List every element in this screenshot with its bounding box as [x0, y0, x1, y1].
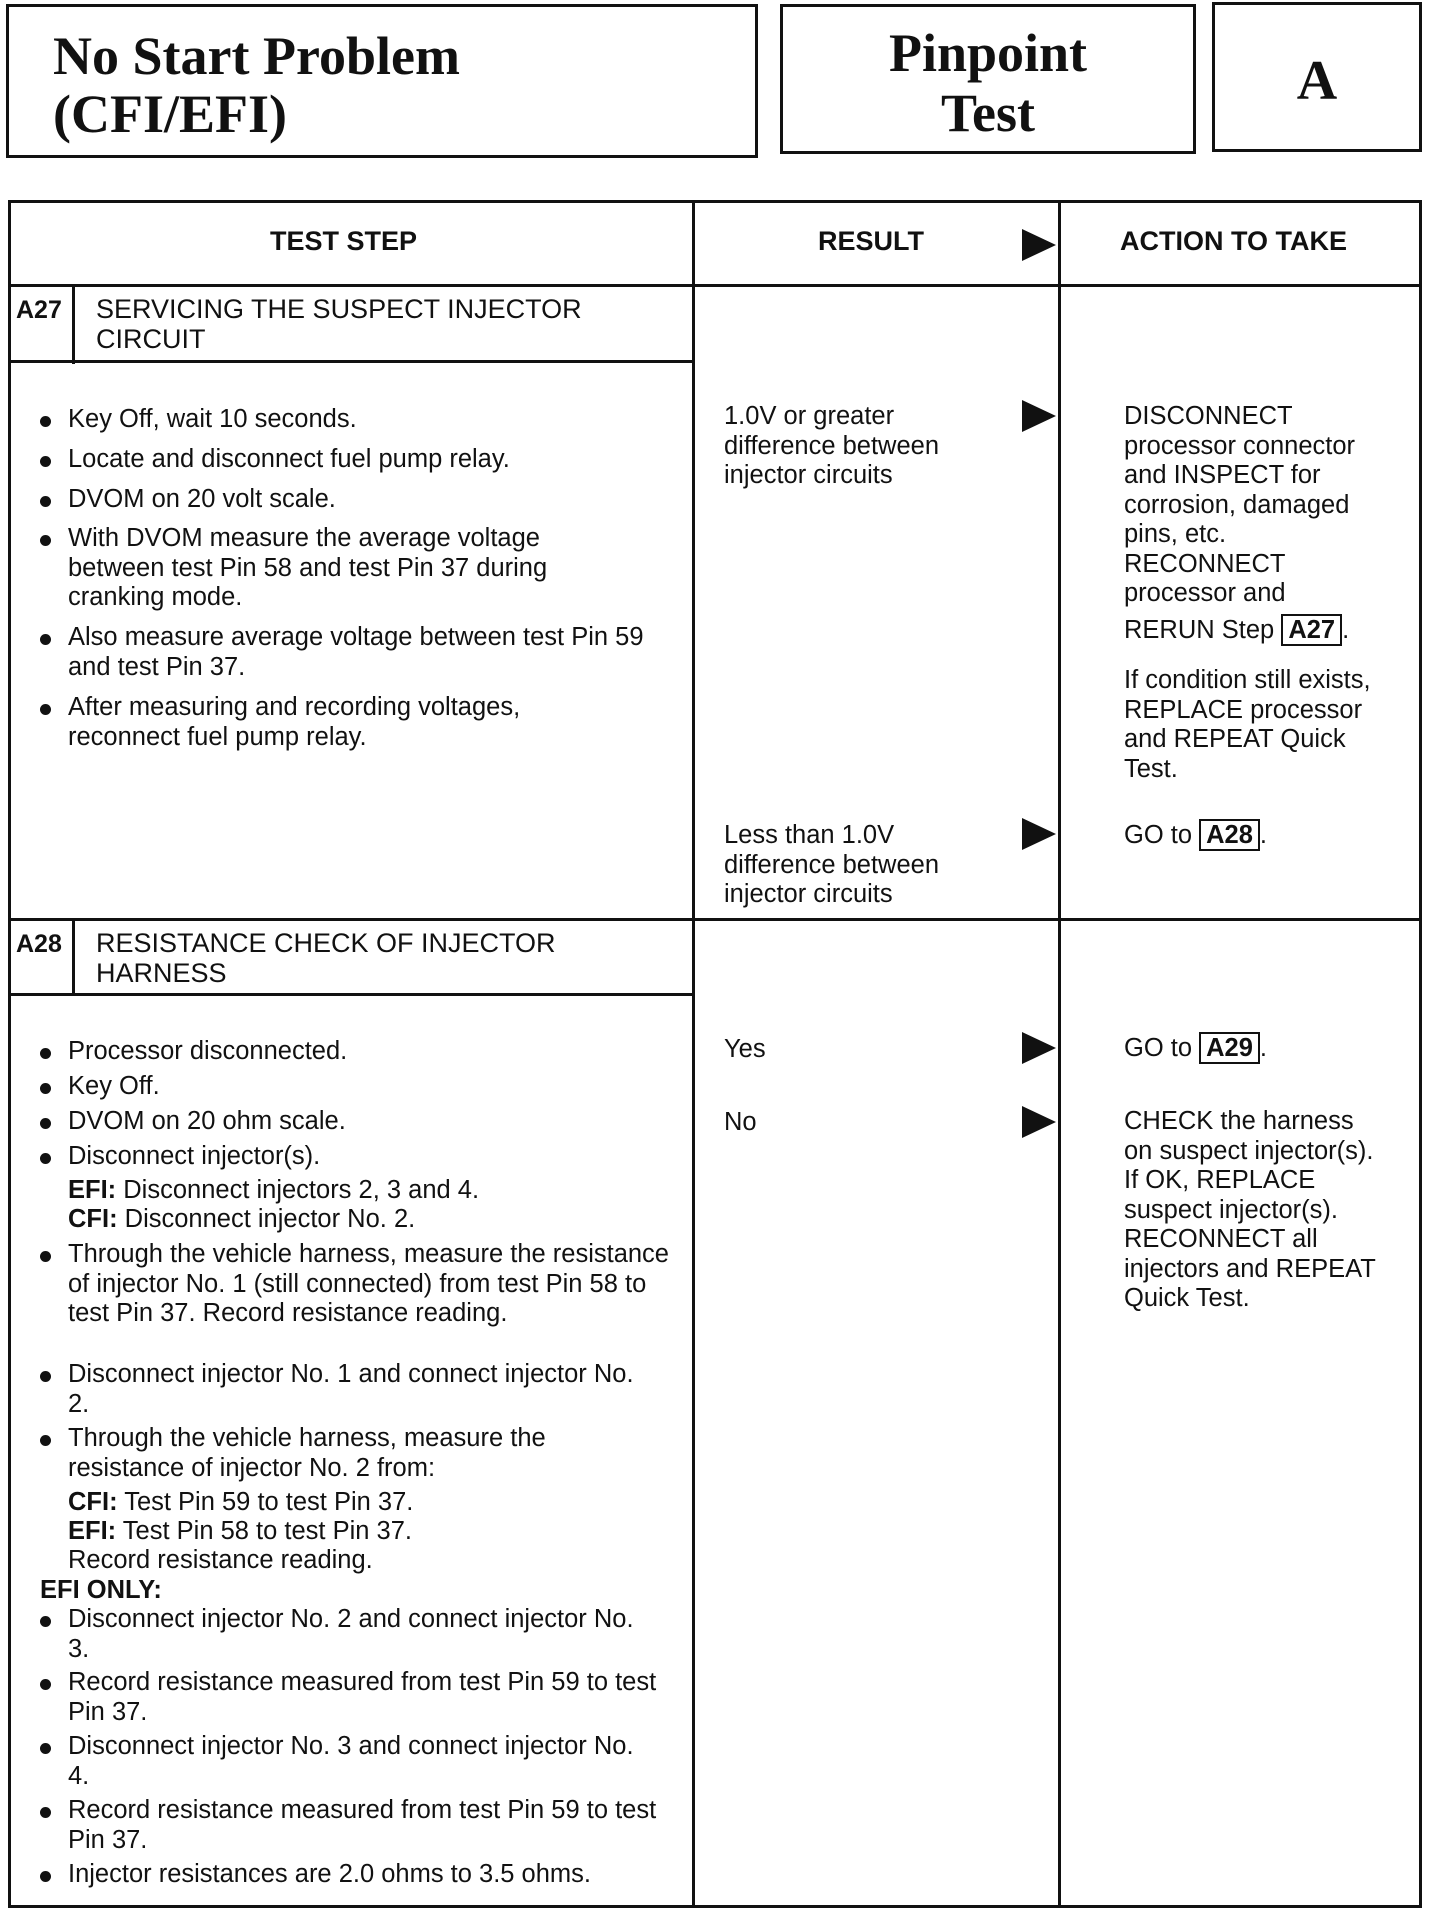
- arrow-right-icon: [1022, 1106, 1056, 1138]
- result-text: Less than 1.0V difference between injector circuits: [724, 821, 940, 908]
- step-divider: [8, 918, 1422, 921]
- note-text: Disconnect injectors 2, 3 and 4.: [116, 1176, 480, 1204]
- page-title: No Start Problem (CFI/EFI): [53, 26, 460, 144]
- note-efi: [68, 1176, 479, 1206]
- section-letter: A: [1296, 50, 1338, 112]
- list-item: DVOM on 20 ohm scale.: [40, 1107, 680, 1137]
- step-id-a28: A28: [16, 930, 62, 958]
- step-title-a27: SERVICING THE SUSPECT INJECTOR CIRCUIT: [96, 294, 582, 354]
- result-no: No: [724, 1108, 757, 1136]
- action-goto: GO to A29 .: [1124, 1034, 1267, 1062]
- step-title-underline: [8, 993, 694, 996]
- title-box: [6, 4, 758, 158]
- step-ref-a29: A29: [1199, 1032, 1260, 1064]
- arrow-right-icon: [1022, 400, 1056, 432]
- note-label: EFI:: [68, 1517, 117, 1545]
- step-id-a27: A27: [16, 296, 62, 324]
- step-title-a28: RESISTANCE CHECK OF INJECTOR HARNESS: [96, 928, 556, 988]
- action-goto-label: GO to: [1124, 1034, 1193, 1062]
- list-item: Also measure average voltage between test Pin 59 and test Pin 37.: [40, 623, 680, 682]
- step-ref-a27: A27: [1281, 614, 1342, 646]
- list-item: With DVOM measure the average voltage between test Pin 58 and test Pin 37 during cranking mode.: [40, 524, 640, 613]
- note-cfi: [68, 1205, 415, 1235]
- note-text: Test Pin 58 to test Pin 37.: [116, 1517, 412, 1545]
- list-item: Key Off.: [40, 1072, 680, 1102]
- result-yes: Yes: [724, 1035, 766, 1063]
- list-item: Through the vehicle harness, measure the resistance of injector No. 2 from:: [40, 1424, 640, 1483]
- note-record: Record resistance reading.: [68, 1546, 373, 1574]
- list-item: After measuring and recording voltages, reconnect fuel pump relay.: [40, 693, 600, 752]
- result-text: 1.0V or greater difference between injector circuits: [724, 402, 940, 489]
- note-text: Disconnect injector No. 2.: [117, 1205, 416, 1233]
- list-item: Processor disconnected.: [40, 1037, 680, 1067]
- action-rerun-label: RERUN Step: [1124, 616, 1275, 644]
- list-item: DVOM on 20 volt scale.: [40, 485, 680, 515]
- list-item: Key Off, wait 10 seconds.: [40, 405, 680, 435]
- step-ref-a28: A28: [1199, 819, 1260, 851]
- list-item: Injector resistances are 2.0 ohms to 3.5 ohms.: [40, 1860, 680, 1890]
- list-item: Disconnect injector(s).: [40, 1142, 680, 1172]
- note-label: CFI:: [68, 1488, 118, 1516]
- efi-only-label: EFI ONLY:: [40, 1576, 162, 1604]
- note-cfi: [68, 1488, 413, 1518]
- step-id-divider: [72, 286, 75, 364]
- list-item: Record resistance measured from test Pin 59 to test Pin 37.: [40, 1796, 680, 1855]
- step-title-underline: [8, 360, 694, 363]
- action-text: If condition still exists, REPLACE processor and REPEAT Quick Test.: [1124, 666, 1371, 783]
- col-divider-1: [692, 200, 695, 1908]
- col-divider-2: [1058, 200, 1061, 1908]
- list-item: Locate and disconnect fuel pump relay.: [40, 445, 680, 475]
- list-item: Record resistance measured from test Pin 59 to test Pin 37.: [40, 1668, 680, 1727]
- col-header-action: ACTION TO TAKE: [1120, 226, 1347, 256]
- header-divider: [8, 284, 1422, 287]
- col-header-test-step: TEST STEP: [270, 226, 418, 256]
- arrow-right-icon: [1022, 1032, 1056, 1064]
- action-text: DISCONNECT processor connector and INSPECT for corrosion, damaged pins, etc. RECONNECT processor and: [1124, 402, 1356, 607]
- list-item: Disconnect injector No. 1 and connect injector No. 2.: [40, 1360, 660, 1419]
- action-rerun: RERUN Step A27 .: [1124, 616, 1350, 644]
- section-title: Pinpoint Test: [888, 23, 1088, 143]
- letter-box: [1212, 2, 1422, 152]
- action-text: CHECK the harness on suspect injector(s). If OK, REPLACE suspect injector(s). RECONNECT all injectors and REPEAT Quick Test.: [1124, 1107, 1376, 1312]
- list-item: Disconnect injector No. 3 and connect injector No. 4.: [40, 1732, 660, 1791]
- note-efi: [68, 1517, 412, 1547]
- step-id-divider: [72, 920, 75, 996]
- section-box: [780, 4, 1196, 154]
- action-goto: GO to A28 .: [1124, 821, 1267, 849]
- list-item: Through the vehicle harness, measure the resistance of injector No. 1 (still connected) from test Pin 58 to test Pin 37. Record resistance reading.: [40, 1240, 680, 1329]
- note-text: Test Pin 59 to test Pin 37.: [117, 1488, 414, 1516]
- note-label: CFI:: [68, 1205, 118, 1233]
- col-header-result: RESULT: [818, 226, 924, 256]
- note-label: EFI:: [68, 1176, 117, 1204]
- action-goto-label: GO to: [1124, 821, 1193, 849]
- arrow-right-icon: [1022, 229, 1056, 261]
- list-item: Disconnect injector No. 2 and connect injector No. 3.: [40, 1605, 660, 1664]
- arrow-right-icon: [1022, 818, 1056, 850]
